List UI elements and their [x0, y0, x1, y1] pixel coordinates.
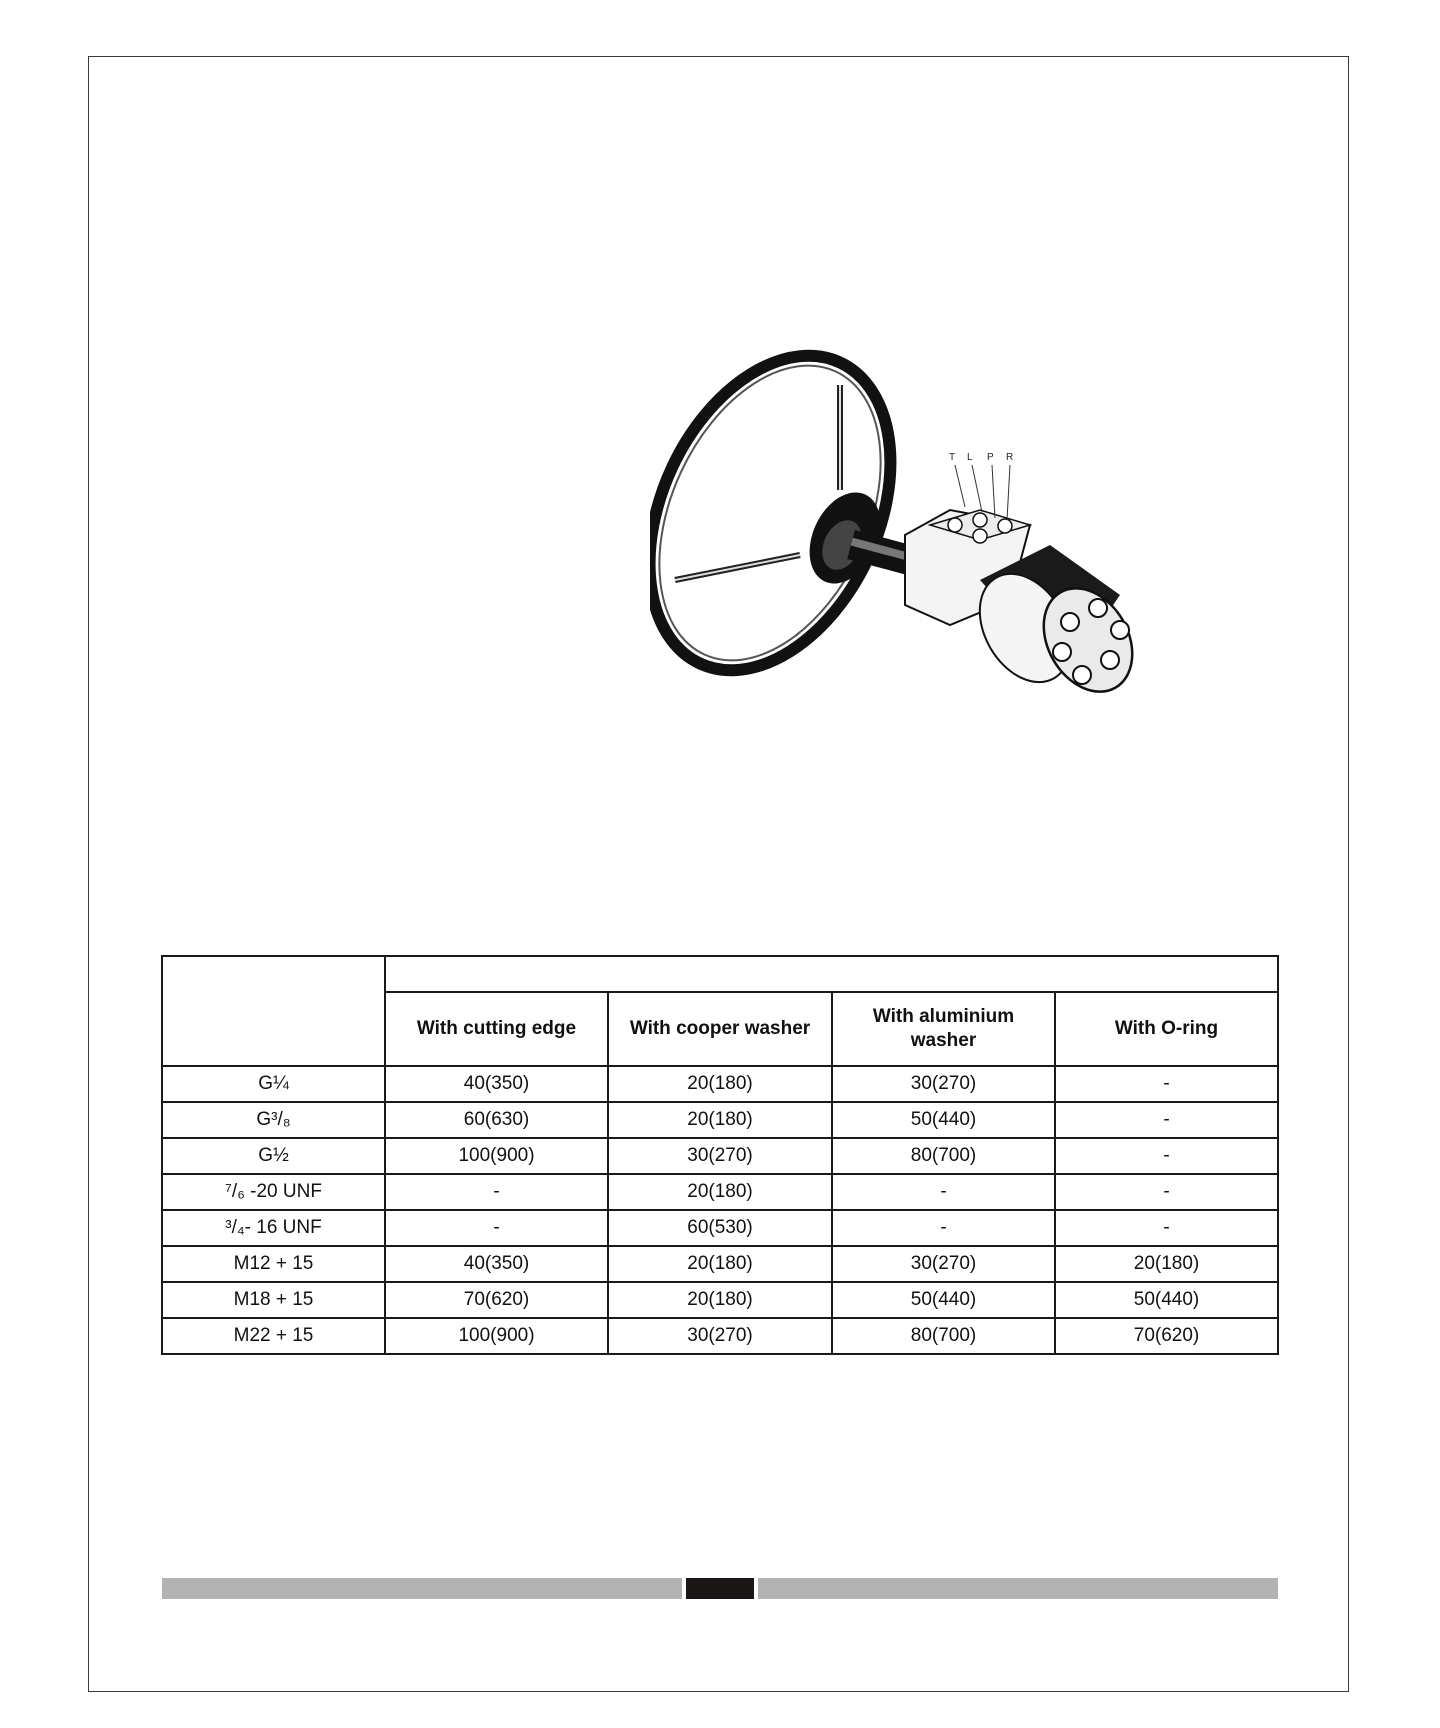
table-cell: - [832, 1210, 1055, 1246]
table-cell: 60(630) [385, 1102, 608, 1138]
footer-bar-right [758, 1578, 1278, 1599]
table-cell: - [1055, 1066, 1278, 1102]
group-header-cell [385, 956, 1278, 992]
table-row [162, 1138, 1278, 1174]
table-cell: 30(270) [832, 1246, 1055, 1282]
table-cell: - [832, 1174, 1055, 1210]
table-cell: 50(440) [832, 1282, 1055, 1318]
table-cell: 20(180) [1055, 1246, 1278, 1282]
table-cell: 40(350) [385, 1066, 608, 1102]
port-label-r: R [1006, 452, 1014, 463]
table-row [162, 1174, 1278, 1210]
table-cell: 20(180) [608, 1066, 832, 1102]
torque-table [161, 955, 1279, 1355]
thread-size: M12 + 15 [162, 1246, 385, 1282]
table-row [162, 1210, 1278, 1246]
thread-size: G³/₈ [162, 1102, 385, 1138]
column-header: With cooper washer [608, 992, 832, 1066]
table-row [162, 1282, 1278, 1318]
table-cell: 20(180) [608, 1174, 832, 1210]
thread-size: G¼ [162, 1066, 385, 1102]
page-number-marker [686, 1578, 754, 1599]
footer-bar-left [162, 1578, 682, 1599]
table-cell: 80(700) [832, 1138, 1055, 1174]
table-cell: - [1055, 1102, 1278, 1138]
table-cell: - [385, 1174, 608, 1210]
table-cell: 60(530) [608, 1210, 832, 1246]
thread-size: M18 + 15 [162, 1282, 385, 1318]
thread-size: M22 + 15 [162, 1318, 385, 1354]
table-cell: 20(180) [608, 1282, 832, 1318]
table-cell: 50(440) [832, 1102, 1055, 1138]
table-row [162, 1066, 1278, 1102]
steering-unit-illustration [650, 340, 1150, 760]
table-cell: 100(900) [385, 1318, 608, 1354]
table-cell: - [1055, 1174, 1278, 1210]
column-header: With O-ring [1055, 992, 1278, 1066]
table-cell: 20(180) [608, 1102, 832, 1138]
thread-header-cell [162, 956, 385, 1066]
table-cell: 20(180) [608, 1246, 832, 1282]
table-cell: - [1055, 1138, 1278, 1174]
column-header: With cutting edge [385, 992, 608, 1066]
thread-size: ⁷/₆ -20 UNF [162, 1174, 385, 1210]
page-frame [88, 56, 1349, 1692]
port-label-l: L [967, 452, 973, 463]
thread-size: G½ [162, 1138, 385, 1174]
table-cell: 30(270) [832, 1066, 1055, 1102]
table-cell: 100(900) [385, 1138, 608, 1174]
table-cell: - [385, 1210, 608, 1246]
table-row [162, 1102, 1278, 1138]
table-cell: 30(270) [608, 1138, 832, 1174]
table-cell: - [1055, 1210, 1278, 1246]
port-label-p: P [987, 452, 994, 463]
column-header: With aluminium washer [832, 992, 1055, 1066]
steering-wheel-rim [650, 340, 938, 709]
table-cell: 70(620) [1055, 1318, 1278, 1354]
table-row [162, 1318, 1278, 1354]
thread-size: ³/₄- 16 UNF [162, 1210, 385, 1246]
port-label-t: T [949, 452, 956, 463]
table-cell: 50(440) [1055, 1282, 1278, 1318]
table-cell: 70(620) [385, 1282, 608, 1318]
table-cell: 40(350) [385, 1246, 608, 1282]
table-cell: 30(270) [608, 1318, 832, 1354]
table-row [162, 1246, 1278, 1282]
table-cell: 80(700) [832, 1318, 1055, 1354]
